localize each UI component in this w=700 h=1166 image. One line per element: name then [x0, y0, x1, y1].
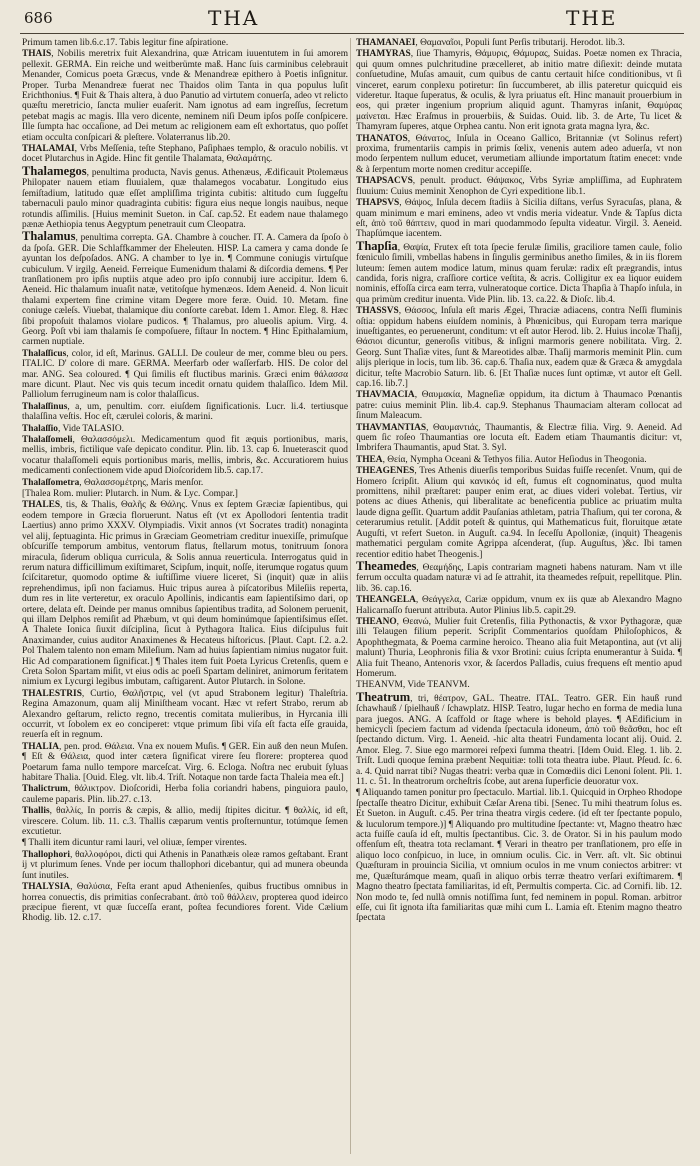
entry-text: penultima correpta. GA. Chambre à coucher. IT. A. Camera da ſpoſo ò da ſpoſa. GER. Die Schlaffkammer der Eheleuten. HISP. La camera y cama donde ſe ayuntan los deſpoſados. ANG. A chamber to lye in. ¶ Commune coniugis virtuſque cubiculum. V irgilg. Aeneid. Ferreique Eumenidum thalami & diſcordia demens. ¶ Per tranſlationem pro ipſis nuptiis atque adeo pro ipſo connubij iure accipitur. Idem 6. Aeneid. Hic thalamum inuaſit natæ, vetitoſque hymenæos. Idem Aeneid. 4. Non licuit thalami expertem fine crimine vitam Degere more feræ. Ouid. 10. Metam. fine coniuge cæleſs. Viuebat, thalamique diu conſorte carebat. Idem 1. Amor. Eleg. 8. Hæc ſibi propoſuit thalamos violare pudicos. ¶ Thalamus, pro alueolis apium. Virg. 4. Georg. Poſt vbi iam thalamis ſe compoſuere, fiſtaur In noctem. ¶ Hinc Epithalamium, carmen nuptiale.: [22, 233, 348, 348]
entry-headword: THALAMAI: [22, 144, 75, 155]
entry-text: ſiue Thamyris, Θάμυρις, Θάμυρας, Suidas. Poetæ nomen ex Thracia, qui quum omnes pulchritudine præcelleret, ab initio matre diſiexit: deinde mutata conſuetudine, Muſas amauit, cum quibus de cantu certauit hiſce conditionibus, vt ſi vinceret, earum conplexu potiretur: ſin ſuccumberet, ab illis pateretur quicquid eis videretur. Itaque ſuperatus, & oculis, & lyra priuatus eſt. Hinc manauit prouerbium in eos, qui præter ingenium proprium aliquid agunt. Thamyras inſanit, Θαμύρας μαίνεται. Hæc Eraſmus in prouerbiis, & Suidas. Ouid. lib. 3. de Arte, Tu licet & Thamyram ſuperes, atque Orphea cantu. Non erit ignota grata magna lyra, &c.: [356, 49, 682, 133]
page-number: 686: [24, 9, 53, 27]
entry-headword: THAMYRAS: [356, 49, 411, 60]
entry-headword: THALYSIA: [22, 882, 71, 893]
dictionary-entry: THANATOS, Θάνατος, Inſula in Oceano Gallico, Britanniæ (vt Solinus refert) proxima, frumentariis campis in primis ſœlix, venenis autem adeo aduerſa, vt non modo ſerpentem nullum educet, verumetiam alliunde importatum ſtatim enecet: vnde & à ſerpentum morte nomen creditur accepiſſe.: [356, 133, 682, 175]
entry-text: [Thalea Rom. mulier: Plutarch. in Num. & Lyc. Compar.]: [22, 489, 238, 500]
dictionary-entry: Thapſia, Θαψία, Frutex eſt tota ſpecie ferulæ ſimilis, graciliore tamen caule, folio fœniculo ſimili, vmbellas habens in ſingulis germinibus anetho ſimiles, & in iis florem luteum: ſemen autem modice latum, minus quam ferulæ: radix eſt prægrandis, intus candida, foris nigra, craſſiore cortice veſtita, & acris. Colligitur ex ea liquor euidem nominis, effoſſa circa eam terra, vulneratoque cortice. Dicta Thapſia à Thapſo inſula, in qua primùm creditur inuenta. Vide Plin. lib. 13. ca.22. & Dioſc. lib.4.: [356, 238, 682, 305]
dictionary-entry: [22, 38, 348, 48]
dictionary-entry: THALIA, pen. prod. Θάλεια. Vna ex nouem Muſis. ¶ GER. Ein auß den neun Muſen. ¶ Eſt & Θάλεια, quod inter cætera ſignificat virere ſeu florere: propterea quod Poetarum fama nullo tempore marceſcat. Virg. 6. Ecloga. Noſtra nec erubuit ſyluas habitare Thalia. [Ouid. Eleg. vlt. lib.4. Triſt. Notaque non tarde facta Thaleia mea eſt.]: [22, 741, 348, 784]
entry-text: Θάψος, Inſula decem ſtadiis à Sicilia diſtans, verſus Syracuſas, plana, & quam minimum e mari eminens, adeo vt vndis meria videatur. Vnde & Tapſus dicta eſt, ἀπὸ τοῦ θάπτειν, quod in mari quodammodo ſepulta videatur. Virgil. 3. Aeneid. Thapſúmque iacentem.: [356, 198, 682, 240]
entry-text: Vrbs Meſſenia, teſte Stephano, Paſiphaes templo, & oraculo nobilis. vt docet Plutarchus in Agide. Hinc fit gentile Thalamata, Θαλαμάτης.: [22, 144, 348, 165]
dictionary-entry: THALYSIA, Θαλύσια, Feſta erant apud Athenienſes, quibus fructibus omnibus in horrea conuectis, dis primitias conſecrabant. ἀπὸ τοῦ θάλλειν, propterea quod ideirco præcipue fierent, vt quæ ſucceſſa erant, poſtea fecundiores forent. Vide Cælium Rhodig. lib. 12. c.17.: [22, 882, 348, 924]
entry-headword: THANATOS: [356, 133, 408, 144]
entry-headword: THAIS: [22, 49, 52, 60]
entry-text: Θάσσος, Inſula eſt maris Ægei, Thraciæ adiacens, contra Neſſi fluminis oſtia: oppidum habens eiuſdem nominis, à Phœnicibus, qui Europam terra marique inueſtigantes, eo peruenerunt, conditum: vt eſt autor Herod. lib. 2. Huius incolæ Thaſij, Θάσιοι dicuntur, generoſis vitibus, & inſigni marmoris genere nobilitata. Virg. 2. Georg. Sunt Thaſiæ vites, ſunt & Mareotides albæ. Thaſij marmoris meminit Plin. cum alijs plerique in locis, tum lib. 36. cap.6. Thaſia nux, eadem quæ & Græca & amygdala dicitur, teſte Macrobio Saturn. lib. 6. [Et Thaſiæ nuces ſunt optimæ, vt autor eſt Gell. cap.16. lib.7.]: [356, 306, 682, 389]
entry-headword: Thalictrum: [22, 784, 68, 795]
entry-text: Θεαμήδης, Lapis contrariam magneti habens naturam. Nam vt ille ferrum occulta quadam naturæ vi ad ſe attrahit, ita theamedes reſpuit, repellitque. Plin. lib. 36. cap.16.: [356, 562, 682, 594]
entry-headword: THALES: [22, 500, 61, 511]
dictionary-entry: Thalictrum, θάλικτρον. Dioſcoridi, Herba folia coriandri habens, pinguiora paulo, cauleme paparis. Plin. lib.27. c.13.: [22, 784, 348, 805]
dictionary-entry: THEANO, Θεανώ, Mulier fuit Cretenſis, filia Pythonactis, & vxor Pythagoræ, quæ illi Telaugen filium peperit. Scripſit Commentarios quoſdam Philoſophicos, & Apophthegmata, & Poema carmine heroico. Theano alia fuit Metapontina, aut (vt alij malunt) Thuria, Leophronis filia & vxor Brotini: cuius ſcripta enumerantur à Suida. ¶ Alia fuit Theano, Antenoris vxor, & ſacerdos Palladis, cuius frequens eſt mentio apud Homerum.: [356, 616, 682, 679]
entry-text: ¶ Thalli item dicuntur rami lauri, vel oliuæ, ſemper virentes.: [22, 838, 247, 849]
dictionary-entry: Theamedes, Θεαμήδης, Lapis contrariam magneti habens naturam. Nam vt ille ferrum occulta quadam naturæ vi ad ſe attrahit, ita theamedes reſpuit, repellitque. Plin. lib. 36. cap.16.: [356, 558, 682, 594]
entry-headword: Thalamus: [22, 229, 76, 244]
entry-text: Θαυμακία, Magneſiæ oppidum, ita dictum à Thaumaco Pœnantis patre: cuius meminit Plin. lib.4. cap.9. Stephanus Thaumaciam alteram collocat ad ſinum Maleacum.: [356, 390, 682, 422]
dictionary-entry: Thalaſſicus, color, id eſt, Marinus. GALLI. De couleur de mer, comme bleu ou pers. ITALIC. D' colore di mare. GERMA. Meerfarb oder waſſerfarb. HIS. De color del mar. ANG. Sea coloured. ¶ Qui ſimilis eſt fluctibus marinis. Græci enim θάλασσα mare dicunt. Plaut. Nec vis quis tecum incedit ornatu quidem thalaſſico. Idem Mil. Palliolum ferrugineum nam is color thalaſſicus.: [22, 348, 348, 401]
entry-text: Θαψία, Frutex eſt tota ſpecie ferulæ ſimilis, graciliore tamen caule, folio fœniculo ſimili, vmbellas habens in ſingulis germinibus anetho ſimiles, & in iis florem luteum: ſemen autem modice latum, minus quam ferulæ: radix eſt prægrandis, intus candida, foris nigra, craſſiore cortice veſtita, & acris. Colligitur ex ea liquor euidem nominis, effoſſa circa eam terra, vulneratoque cortice. Dicta Thapſia à Thapſo inſula, in qua primùm creditur inuenta. Vide Plin. lib. 13. ca.22. & Dioſc. lib.4.: [356, 242, 682, 305]
dictionary-entry: Thalaſſomeli, Θαλασσόμελι. Medicamentum quod fit æquis portionibus, maris, mellis, imbris, fictilique vaſe depicato conditur. Plin. lib. 13. cap 6. Inueterascit quod vocatur thalaſſomeli equis portionibus maris, mellis, imbris, &c. Accuratiorem huius medicamenti conſectionem vide apud Dioſcoridem lib.5. cap.17.: [22, 435, 348, 477]
entry-text: Primum tamen lib.6.c.17. Tabis legitur fine aſpiratione.: [22, 38, 229, 48]
dictionary-entry: THALESTRIS, Curtio, Θαλῆστρις, vel (vt apud Strabonem legitur) Thaleſtria. Regina Amazonum, quam alij Miniſtheam vocant. Hæc vt refert Strabo, rerum ab Alexandro geſtarum, relicto regno, trecentis comitata mulieribus, in Hyrcania illi occurrit, vt ſobolem ex eo conciperet: vtque primum ſibi viſa eſt facta eſſe grauida, reuerſa eſt in regnum.: [22, 688, 348, 741]
dictionary-entry: Thalaſſinus, a, um, penultim. corr. eiuſdem ſignificationis. Lucr. li.4. tertiusque thalaſſina veſtis. Hoc eſt, cæruleì coloris, & marini.: [22, 401, 348, 423]
entry-text: θαλλοφόροι, dicti qui Athenis in Panathæis oleæ ramos geſtabant. Erant ij vt plurimum ſenes. Vnde per iocum thallophori dicebantur, qui ad munera obeunda ſunt inutiles.: [22, 849, 348, 881]
dictionary-entry: THASSVS, Θάσσος, Inſula eſt maris Ægei, Thraciæ adiacens, contra Neſſi fluminis oſtia: oppidum habens eiuſdem nominis, à Phœnicibus, qui Europam terra marique inueſtigantes, eo peruenerunt, conditum: vt eſt autor Herod. lib. 2. Huius incolæ Thaſij, Θάσιοι dicuntur, generoſis vitibus, & inſigni marmoris genere nobilitata. Virg. 2. Georg. Sunt Thaſiæ vites, ſunt & Mareotides albæ. Thaſij marmoris meminit Plin. cum alijs plerique in locis, tum lib. 36. cap.6. Thaſia nux, eadem quæ & Græca & amygdala dicitur, teſte Macrobio Saturn. lib. 6. [Et Thaſiæ nuces ſunt optimæ, vt autor eſt Gell. cap.16. lib.7.]: [356, 306, 682, 389]
entry-headword: THALESTRIS: [22, 688, 82, 699]
entry-text: θάλικτρον. Dioſcoridi, Herba folia coriandri habens, pinguiora paulo, cauleme paparis. Plin. lib.27. c.13.: [22, 784, 348, 805]
entry-headword: THAVMANTIAS: [356, 422, 427, 433]
dictionary-entry: THAIS, Nobilis meretrix fuit Alexandrina, quæ Atricam iuuentutem in ſui amorem pellexit. GERMA. Ein reiche und weitberümte maß. Hanc ſuis carminibus celebrauit Menander, Comicus poeta Græcus, vnde & Menandreæ epithero à Poetis inſignitur. Proper. Turba Menandreæ fuerat nec Thaidos olim Tanta in qua populus luſit Erichthonius. ¶ Fuit & Thais altera, à duo Panutio ad virtutem conuerſa, adeo vt relicto quæſtu meretricio, ſancta mulier euaſerit. Nam ignotus ad eam ingreſſus, ſecretum petebat magis ac magis. Illa vero dicente, neminem niſi Deum ipſos poſſe conſpicere. Ille ſumpta hac occaſione, ad Dei metum ac religionem eam eſt exhortatus, quo poſſet etiam occulta conſpicari & pleſtere. Volaterranus lib.20.: [22, 49, 348, 143]
entry-headword: THEANO: [356, 616, 397, 627]
dictionary-entry: THAMANAEI, Θαμαναῖοι, Populi ſunt Perſis tributarij. Herodot. lib.3.: [356, 38, 625, 48]
dictionary-entry: [356, 788, 682, 923]
dictionary-entry: THAPSACVS, penult. product. Θάψακος, Vrbs Syriæ ampliſſima, ad Euphratem fluuium: Cuius meminit Xenophon de Cyri expeditione lib.1.: [356, 176, 682, 197]
entry-text: θαλλίς, In porris & cæpis, & allio, medij ſtipites dicitur. ¶ θαλλίς, id eſt, virescere. Colum. lib. 11. c.3. Thallis cæparum ventis proſternuntur, totúmque ſemen excutietur.: [22, 806, 348, 838]
dictionary-entry: Theatrum, tri, θέατρον, GAL. Theatre. ITAL. Teatro. GER. Ein hauß rund ſchawhauß / ſpielhauß / ſchawplatz. HISP. Teatro, lugar hecho en forma de media luna para juegos. ANG. A ſcaffold or ſtage where is behold playes. ¶ AEdificium in hemicycli ſpeciem factum ad videnda ſpectacula idoneum, ἀπὸ τοῦ θεᾶσθαι, hoc eſt ſpectando dictum. Virg. 1. Aeneid. -hic alta theatri Fundamenta locant alij. Ouid. 2. Amor. Eleg. 7. Siue ego marmorei reſpexi ſumma theatri. [Idem Ouid. Eleg. 1. lib. 2. Triſt. Ludi quoque ſemina præbent Nequitiæ: tolli tota theatra iube. Plaut. Pſeud. ſc. 6. a. 4. Quid narrat tibi? Nugas theatri: verba quæ in Comœdiis dici Lenoni ſolent. Pli. 1. 11. c. 51. In theatrorum orcheſtris ſcobe, aut arena ſuperficie deuoratur vox.: [356, 689, 682, 788]
dictionary-entry: Thallophori, θαλλοφόροι, dicti qui Athenis in Panathæis oleæ ramos geſtabant. Erant ij vt plurimum ſenes. Vnde per iocum thallophori dicebantur, qui ad munera obeunda ſunt inutiles.: [22, 849, 348, 881]
dictionary-entry: THAVMANTIAS, Θαυμαντιάς, Thaumantis, & Electræ filia. Virg. 9. Aeneid. Ad quem ſic roſeo Thaumantias ore locuta eſt. Eadem etiam Thaumantis dicitur: vt, Imbrifera Thaumantis, apud Stat. 3. Syl.: [356, 422, 682, 454]
entry-text: color, id eſt, Marinus. GALLI. De couleur de mer, comme bleu ou pers. ITALIC. D' colore di mare. GERMA. Meerfarb oder waſſerfarb. HIS. De color del mar. ANG. Sea coloured. ¶ Qui ſimilis eſt fluctibus marinis. Græci enim θάλασσα mare dicunt. Plaut. Nec vis quis tecum incedit ornatu quidem thalaſſico. Idem Mil. Palliolum ferrugineum nam is color thalaſſicus.: [22, 348, 348, 401]
dictionary-entry: THALAMAI, Vrbs Meſſenia, teſte Stephano, Paſiphaes templo, & oraculo nobilis. vt docet Plutarchus in Agide. Hinc fit gentile Thalamata, Θαλαμάτης.: [22, 144, 348, 165]
entry-text: penult. product. Θάψακος, Vrbs Syriæ ampliſſima, ad Euphratem fluuium: Cuius meminit Xenophon de Cyri expeditione lib.1.: [356, 176, 682, 197]
entry-text: Θαμαναῖοι, Populi ſunt Perſis tributarij. Herodot. lib.3.: [420, 38, 625, 48]
entry-headword: Theamedes: [356, 558, 417, 573]
entry-text: Curtio, Θαλῆστρις, vel (vt apud Strabonem legitur) Thaleſtria. Regina Amazonum, quam alij Miniſtheam vocant. Hæc vt refert Strabo, rerum ab Alexandro geſtarum, relicto regno, trecentis comitata mulieribus, in Hyrcania illi occurrit, vt ſobolem ex eo conciperet: vtque primum ſibi viſa eſt facta eſſe grauida, reuerſa eſt in regnum.: [22, 688, 348, 741]
entry-text: Θαυμαντιάς, Thaumantis, & Electræ filia. Virg. 9. Aeneid. Ad quem ſic roſeo Thaumantias ore locuta eſt. Eadem etiam Thaumantis dicitur: vt, Imbrifera Thaumantis, apud Stat. 3. Syl.: [356, 422, 682, 454]
running-head-right: THE: [566, 6, 618, 30]
entry-text: Vide TALASIO.: [62, 423, 125, 434]
entry-text: tis, & Thalis, Θαλῆς & Θάλης. Vnus ex ſeptem Græciæ ſapientibus, qui eodem tempore in Græcia floruerunt. Natus eſt (vt ex Apollodori ſententia tradit Laertius) anno primo XXXV. Olympiadis. Vixit annos (vt Socrates tradit) nonaginta vel alij, ſeptuaginta. Hic primus in Græciam Geometriam creditur inuexiſſe, primuſque obſcuriſſe temporum ambitus, ventorum flatus, ſtellarum motus, tonitruum ſonora miracula, ſiderum obliqua curricula, & Solis annua reuerticula. Interrogatus quid in rerum natura difficillimum exiſtimaret, Scipſum, inquit, noſſe, iterumque rogatus quum ſciſcitaretur, quomodo optime & iuſtiſſime viuere liceret, Si (inquit) quæ in aliis reprehendimus, ipſi non faciamus. Huic tripus aurea à piſcatoribus Mileſiis reperta, dum res in lite verteretur, ex oraculo Apollinis, indicantis eam ſapientiſsimo dari, op ortere, delata eſt. Deinde per manus omnibus ſapientibus tradita, ad Solonem peruenit, qui illam Delphos remiſit ad Phæbum, vt qui deum hominúmque ſapientiſsimus eſſet. A Thalete Ionica ſiuxit diſciplina, ſicut à Pythagora Italica. Eius diſcipulus fuit Anaximander, cuius auditor Anaximenes & Hecateus hiſtoricus. [Plaut. Capt. ſ.2. a.2. Pol Thalem talento non emam Mileſium. Nam ad huius ſapientiam nimius nugator fuit. Hic Ad comparationem ſignificat.] ¶ Thales item fuit Poeta Lyricus Cretenſis, quem e Creta Solon Spartam miſit, vt eius odis ac poeſi Spartam deliniret, animorum feritatem nimium ex Lycurgi legibus imbutam, caſtigarent. Autor Plutarch. in Solone.: [22, 500, 348, 688]
entry-text: Θαλύσια, Feſta erant apud Athenienſes, quibus fructibus omnibus in horrea conuectis, dis primitias conſecrabant. ἀπὸ τοῦ θάλλειν, propterea quod ideirco præcipue fierent, vt quæ ſucceſſa erant, poſtea fecundiores forent. Vide Cælium Rhodig. lib. 12. c.17.: [22, 882, 348, 924]
entry-headword: Thallophori: [22, 849, 70, 860]
entry-text: THEANVM, Vide TEANVM.: [356, 680, 470, 691]
entry-text: Θεία, Nympha Oceani & Tethyos filia. Autor Heſiodus in Theogonia.: [387, 454, 647, 465]
entry-headword: Thalaſſinus: [22, 401, 68, 412]
entry-headword: THAPSVS: [356, 198, 400, 209]
entry-headword: THEA: [356, 454, 383, 465]
entry-text: Nobilis meretrix fuit Alexandrina, quæ Atricam iuuentutem in ſui amorem pellexit. GERMA. Ein reiche und weitberümte maß. Hanc ſuis carminibus celebrauit Menander, Comicus poeta Græcus, vnde & Menandreæ epithero à Poetis inſignitur. Proper. Turba Menandreæ fuerat nec Thaidos olim Tanta in qua populus luſit Erichthonius. ¶ Fuit & Thais altera, à duo Panutio ad virtutem conuerſa, adeo vt relicto quæſtu meretricio, ſancta mulier euaſerit. Nam ignotus ad eam ingreſſus, ſecretum petebat magis ac magis. Illa vero dicente, neminem niſi Deum ipſos poſſe conſpicere. Ille ſumpta hac occaſione, ad Dei metum ac religionem eam eſt exhortatus, quo poſſet etiam occulta conſpicari & pleſtere. Volaterranus lib.20.: [22, 49, 348, 143]
entry-headword: THASSVS: [356, 306, 399, 317]
dictionary-entry: Thalaſſio, Vide TALASIO.: [22, 423, 125, 434]
entry-headword: THAPSACVS: [356, 176, 413, 187]
entry-headword: THEANGELA: [356, 595, 416, 606]
entry-headword: Thalaſſomeli: [22, 435, 73, 446]
entry-headword: THAVMACIA: [356, 390, 415, 401]
dictionary-entry: [22, 838, 348, 848]
header-rule: [20, 33, 684, 34]
entry-text: pen. prod. Θάλεια. Vna ex nouem Muſis. ¶ GER. Ein auß den neun Muſen. ¶ Eſt & Θάλεια, quod inter cætera ſignificat virere ſeu florere: propterea quod Poetarum fama nullo tempore marceſcat. Virg. 6. Ecloga. Noſtra nec erubuit ſyluas habitare Thalia. [Ouid. Eleg. vlt. lib.4. Triſt. Notaque non tarde facta Thaleia mea eſt.]: [22, 741, 348, 784]
running-head-left: THA: [208, 6, 260, 30]
entry-headword: Theatrum: [356, 689, 411, 704]
entry-headword: Thallis: [22, 806, 50, 817]
entry-text: Θεανώ, Mulier fuit Cretenſis, filia Pythonactis, & vxor Pythagoræ, quæ illi Telaugen filium peperit. Scripſit Commentarios quoſdam Philoſophicos, & Apophthegmata, & Poema carmine heroico. Theano alia fuit Metapontina, aut (vt alij malunt) Thuria, Leophronis filia & vxor Brotini: cuius ſcripta enumerantur à Suida. ¶ Alia fuit Theano, Antenoris vxor, & ſacerdos Palladis, cuius frequens eſt mentio apud Homerum.: [356, 616, 682, 679]
entry-text: Tres Athenis diuerſis temporibus Suidas fuiſſe recenſet. Vnum, qui de Homero ſcripſit. Alium qui κανικός id eſt, fumus eſt cognominatus, quod multa promittens, nihil præſtaret: pauper enim erat, ac diues videri volebat. Tertius, vir potens ac diues Athenis, qui liberalitate ac beneficentia publice ac priuatim multa laude digna geſſit. Quartum addit Pauſanias athletam, patria Thaſium, qui ter corona, & ceterarumius retulit. [Addit poteſt & quintus, qui Mathematicus fuit, floruitque ætate Auguſti, vt refert Sueton. in Auguſt. ca.94. In ſeceſſu Apolloniæ, (inquit) Theagenis mathematici pergulam comite Agrippa aſcenderat, (ſup. Auguſtus, )&c. Ibi tamen recentior editio habet Theogenis.]: [356, 466, 682, 560]
entry-headword: Thalaſſometra: [22, 477, 80, 488]
entry-text: Θαλασσομέτρης, Maris menſor.: [83, 477, 204, 488]
dictionary-entry: THAVMACIA, Θαυμακία, Magneſiæ oppidum, ita dictum à Thaumaco Pœnantis patre: cuius meminit Plin. lib.4. cap.9. Stephanus Thaumaciam alteram collocat ad ſinum Maleacum.: [356, 390, 682, 422]
entry-text: a, um, penultim. corr. eiuſdem ſignificationis. Lucr. li.4. tertiusque thalaſſina veſtis. Hoc eſt, cæruleì coloris, & marini.: [22, 401, 348, 423]
entry-headword: THAMANAEI: [356, 38, 416, 48]
dictionary-entry: THALES, tis, & Thalis, Θαλῆς & Θάλης. Vnus ex ſeptem Græciæ ſapientibus, qui eodem tempore in Græcia floruerunt. Natus eſt (vt ex Apollodori ſententia tradit Laertius) anno primo XXXV. Olympiadis. Vixit annos (vt Socrates tradit) nonaginta vel alij, ſeptuaginta. Hic primus in Græciam Geometriam creditur inuexiſſe, primuſque obſcuriſſe temporum ambitus, ventorum flatus, ſtellarum motus, tonitruum ſonora miracula, ſiderum obliqua curricula, & Solis annua reuerticula. Interrogatus quid in rerum natura difficillimum exiſtimaret, Scipſum, inquit, noſſe, iterumque rogatus quum ſciſcitaretur, quomodo optime & iuſtiſſime viuere liceret, Si (inquit) quæ in aliis reprehendimus, ipſi non faciamus. Huic tripus aurea à piſcatoribus Mileſiis reperta, dum res in lite verteretur, ex oraculo Apollinis, indicantis eam ſapientiſsimo dari, op ortere, delata eſt. Deinde per manus omnibus ſapientibus tradita, ad Solonem peruenit, qui illam Delphos remiſit ad Phæbum, vt qui deum hominúmque ſapientiſsimus eſſet. A Thalete Ionica ſiuxit diſciplina, ſicut à Pythagora Italica. Eius diſcipulus fuit Anaximander, cuius auditor Anaximenes & Hecateus hiſtoricus. [Plaut. Capt. ſ.2. a.2. Pol Thalem talento non emam Mileſium. Nam ad huius ſapientiam nimius nugator fuit. Hic Ad comparationem ſignificat.] ¶ Thales item fuit Poeta Lyricus Cretenſis, quem e Creta Solon Spartam miſit, vt eius odis ac poeſi Spartam deliniret, animorum feritatem nimium ex Lycurgi legibus imbutam, caſtigarent. Autor Plutarch. in Solone.: [22, 500, 348, 688]
entry-headword: THEAGENES: [356, 466, 415, 477]
entry-headword: THALIA: [22, 741, 59, 752]
dictionary-entry: THAMYRAS, ſiue Thamyris, Θάμυρις, Θάμυρας, Suidas. Poetæ nomen ex Thracia, qui quum omnes pulchritudine præcelleret, ab initio matre diſiexit: deinde mutata conſuetudine, Muſas amauit, cum quibus de cantu certauit hiſce conditionibus, vt ſi vinceret, earum conplexu potiretur: ſin ſuccumberet, ab illis pateretur quicquid eis videretur. Itaque ſuperatus, & oculis, & lyra priuatus eſt. Hinc manauit prouerbium in eos, qui præter ingenium proprium aliquid agunt. Thamyras inſanit, Θαμύρας μαίνεται. Hæc Eraſmus in prouerbiis, & Suidas. Ouid. lib. 3. de Arte, Tu licet & Thamyram ſuperes, atque Orphea cantu. Non erit ignota grata magna lyra, &c.: [356, 49, 682, 133]
column-divider: [350, 38, 351, 1154]
dictionary-entry: Thalamus, penultima correpta. GA. Chambre à coucher. IT. A. Camera da ſpoſo ò da ſpoſa. GER. Die Schlaffkammer der Eheleuten. HISP. La camera y cama donde ſe ayuntan los deſpoſados. ANG. A chamber to lye in. ¶ Commune coniugis virtuſque cubiculum. V irgilg. Aeneid. Ferreique Eumenidum thalami & diſcordia demens. ¶ Per tranſlationem pro ipſis nuptiis atque adeo pro ipſo connubij iure accipitur. Idem 6. Aeneid. Hic thalamum inuaſit natæ, vetitoſque hymenæos. Idem Aeneid. 4. Non licuit thalami expertem fine crimine vitam Degere more feræ. Ouid. 10. Metam. fine coniuge cæleſs. Viuebat, thalamique diu conſorte carebat. Idem 1. Amor. Eleg. 8. Hæc ſibi propoſuit thalamos violare pudicos. ¶ Thalamus, pro alueolis apium. Virg. 4. Georg. Poſt vbi iam thalamis ſe compoſuere, fiſtaur In noctem. ¶ Hinc Epithalamium, carmen nuptiale.: [22, 229, 348, 348]
entry-text: Θαλασσόμελι. Medicamentum quod fit æquis portionibus, maris, mellis, imbris, fictilique vaſe depicato conditur. Plin. lib. 13. cap 6. Inueterascit quod vocatur thalaſſomeli equis portionibus maris, mellis, imbris, &c. Accuratiorem huius medicamenti conſectionem vide apud Dioſcoridem lib.5. cap.17.: [22, 435, 348, 477]
entry-text: penultima producta, Navis genus. Athenæus, Ædificauit Ptolemæus Philopater nauem etiam fluuialem, quæ thalamegos vocabatur. Longitudo eius ſemiſtadium, latitudo quæ eſſet ampliſſima triginta cubitis: altitudo cum ſuggeſtu tabernaculi paulo minor quadraginta cubitis: figura eius neque longis nauibus, neque rotundis aſſimilis. [Huius meminit Sueton. in Caſ. cap.52. Et eadem naue thalamego pænæ Aethiopia tenus Aegyptum penetrauit cum Cleopatra.: [22, 167, 348, 230]
entry-headword: Thapſia: [356, 238, 398, 253]
entry-text: ¶ Aliquando tamen ponitur pro ſpectaculo. Martial. lib.1. Quicquid in Orpheo Rhodope ſpectaſſe theatro Dicitur, exhibuit Cæſar Arena tibi. [Senec. Tu mihi theatrum ſolus es. Et Sueton. in Auguſt. c.45. Per trina theatra virgis cedere. (id eſt ter ſpectante populo, & luculorum tempore.)] ¶ Aliquando pro multitudine ſpectante: vt, Magno theatro hæc acta fuiſſe cauſa id eſt, multis ſpectantibus. Cic. 3. de Orator. Si in his paulum modo offenſum eſt, theatra tota reclamant. ¶ Verari in theatro per tranſlationem, pro eſſe in aliquo loco conſpicuo, in luce, in omnium oculis. Cic. in Verr. aſt. vlt. Sic obtinui Quæſturam in prouincia Sicilia, vt omnium oculos in me vnum coniectos arbitrer: vt me, Quæſturámque meam, quaſi in aliquo orbis terræ theatro verſari exiſtimarem. ¶ Magno theatro ſpectata familiaritas, id eſt, Permultis comperta. Cic. ad Cornifi. lib. 12. Non modo te, ſed nullà omnis notiſſima ſunt, fed neminem in popul. Roman. arbitror eſſe, cui ſit ignota iſta familiaritas quæ mihi cum L. Lamia eſt. Etenim magno theatro ſpectata: [356, 788, 682, 924]
entry-headword: Thalaſſio: [22, 423, 58, 434]
dictionary-entry: THEANGELA, Θεάγγελα, Cariæ oppidum, vnum ex iis quæ ab Alexandro Magno Halicarnaſſo fuerunt attributa. Autor Plinius lib.5. capit.29.: [356, 595, 682, 616]
dictionary-entry: Thalaſſometra, Θαλασσομέτρης, Maris menſor.: [22, 477, 204, 488]
page-header: [0, 0, 700, 34]
right-column: [356, 38, 682, 1160]
entry-text: tri, θέατρον, GAL. Theatre. ITAL. Teatro. GER. Ein hauß rund ſchawhauß / ſpielhauß / ſchawplatz. HISP. Teatro, lugar hecho en forma de media luna para juegos. ANG. A ſcaffold or ſtage where is behold playes. ¶ AEdificium in hemicycli ſpeciem factum ad videnda ſpectacula idoneum, ἀπὸ τοῦ θεᾶσθαι, hoc eſt ſpectando dictum. Virg. 1. Aeneid. -hic alta theatri Fundamenta locant alij. Ouid. 2. Amor. Eleg. 7. Siue ego marmorei reſpexi ſumma theatri. [Idem Ouid. Eleg. 1. lib. 2. Triſt. Ludi quoque ſemina præbent Nequitiæ: tolli tota theatra iube. Plaut. Pſeud. ſc. 6. a. 4. Quid narrat tibi? Nugas theatri: verba quæ in Comœdiis dici Lenoni ſolent. Pli. 1. 11. c. 51. In theatrorum orcheſtris ſcobe, aut arena ſuperficie deuoratur vox.: [356, 693, 682, 788]
entry-headword: Thalamegos: [22, 163, 87, 178]
dictionary-entry: [22, 489, 348, 499]
dictionary-entry: THEA, Θεία, Nympha Oceani & Tethyos filia. Autor Heſiodus in Theogonia.: [356, 454, 647, 465]
dictionary-entry: THAPSVS, Θάψος, Inſula decem ſtadiis à Sicilia diſtans, verſus Syracuſas, plana, & quam minimum e mari eminens, adeo vt vndis meria videatur. Vnde & Tapſus dicta eſt, ἀπὸ τοῦ θάπτειν, quod in mari quodammodo ſepulta videatur. Virgil. 3. Aeneid. Thapſúmque iacentem.: [356, 198, 682, 240]
entry-text: Θάνατος, Inſula in Oceano Gallico, Britanniæ (vt Solinus refert) proxima, frumentariis campis in primis ſœlix, venenis autem adeo aduerſa, vt non modo ſerpentem nullum educet, verumetiam alliunde importatum ſtatim enecet: vnde & à ſerpentum morte nomen creditur accepiſſe.: [356, 133, 682, 175]
entry-headword: Thalaſſicus: [22, 348, 67, 359]
dictionary-entry: Thalamegos, penultima producta, Navis genus. Athenæus, Ædificauit Ptolemæus Philopater nauem etiam fluuialem, quæ thalamegos vocabatur. Longitudo eius ſemiſtadium, latitudo quæ eſſet ampliſſima triginta cubitis: altitudo cum ſuggeſtu tabernaculi paulo minor quadraginta cubitis: figura eius neque longis nauibus, neque rotundis aſſimilis. [Huius meminit Sueton. in Caſ. cap.52. Et eadem naue thalamego pænæ Aethiopia tenus Aegyptum penetrauit cum Cleopatra.: [22, 163, 348, 230]
dictionary-entry: THEAGENES, Tres Athenis diuerſis temporibus Suidas fuiſſe recenſet. Vnum, qui de Homero ſcripſit. Alium qui κανικός id eſt, fumus eſt cognominatus, quod multa promittens, nihil præſtaret: pauper enim erat, ac diues videri volebat. Tertius, vir potens ac diues Athenis, qui liberalitate ac beneficentia publice ac priuatim multa laude digna geſſit. Quartum addit Pauſanias athletam, patria Thaſium, qui ter corona, & ceterarumius retulit. [Addit poteſt & quintus, qui Mathematicus fuit, floruitque ætate Auguſti, vt refert Sueton. in Auguſt. ca.94. In ſeceſſu Apolloniæ, (inquit) Theagenis mathematici pergulam comite Agrippa aſcenderat, (ſup. Auguſtus, )&c. Ibi tamen recentior editio habet Theogenis.]: [356, 466, 682, 560]
dictionary-entry: Thallis, θαλλίς, In porris & cæpis, & allio, medij ſtipites dicitur. ¶ θαλλίς, id eſt, virescere. Colum. lib. 11. c.3. Thallis cæparum ventis proſternuntur, totúmque ſemen excutietur.: [22, 806, 348, 838]
left-column: [22, 38, 348, 1160]
entry-text: Θεάγγελα, Cariæ oppidum, vnum ex iis quæ ab Alexandro Magno Halicarnaſſo fuerunt attributa. Autor Plinius lib.5. capit.29.: [356, 595, 682, 616]
